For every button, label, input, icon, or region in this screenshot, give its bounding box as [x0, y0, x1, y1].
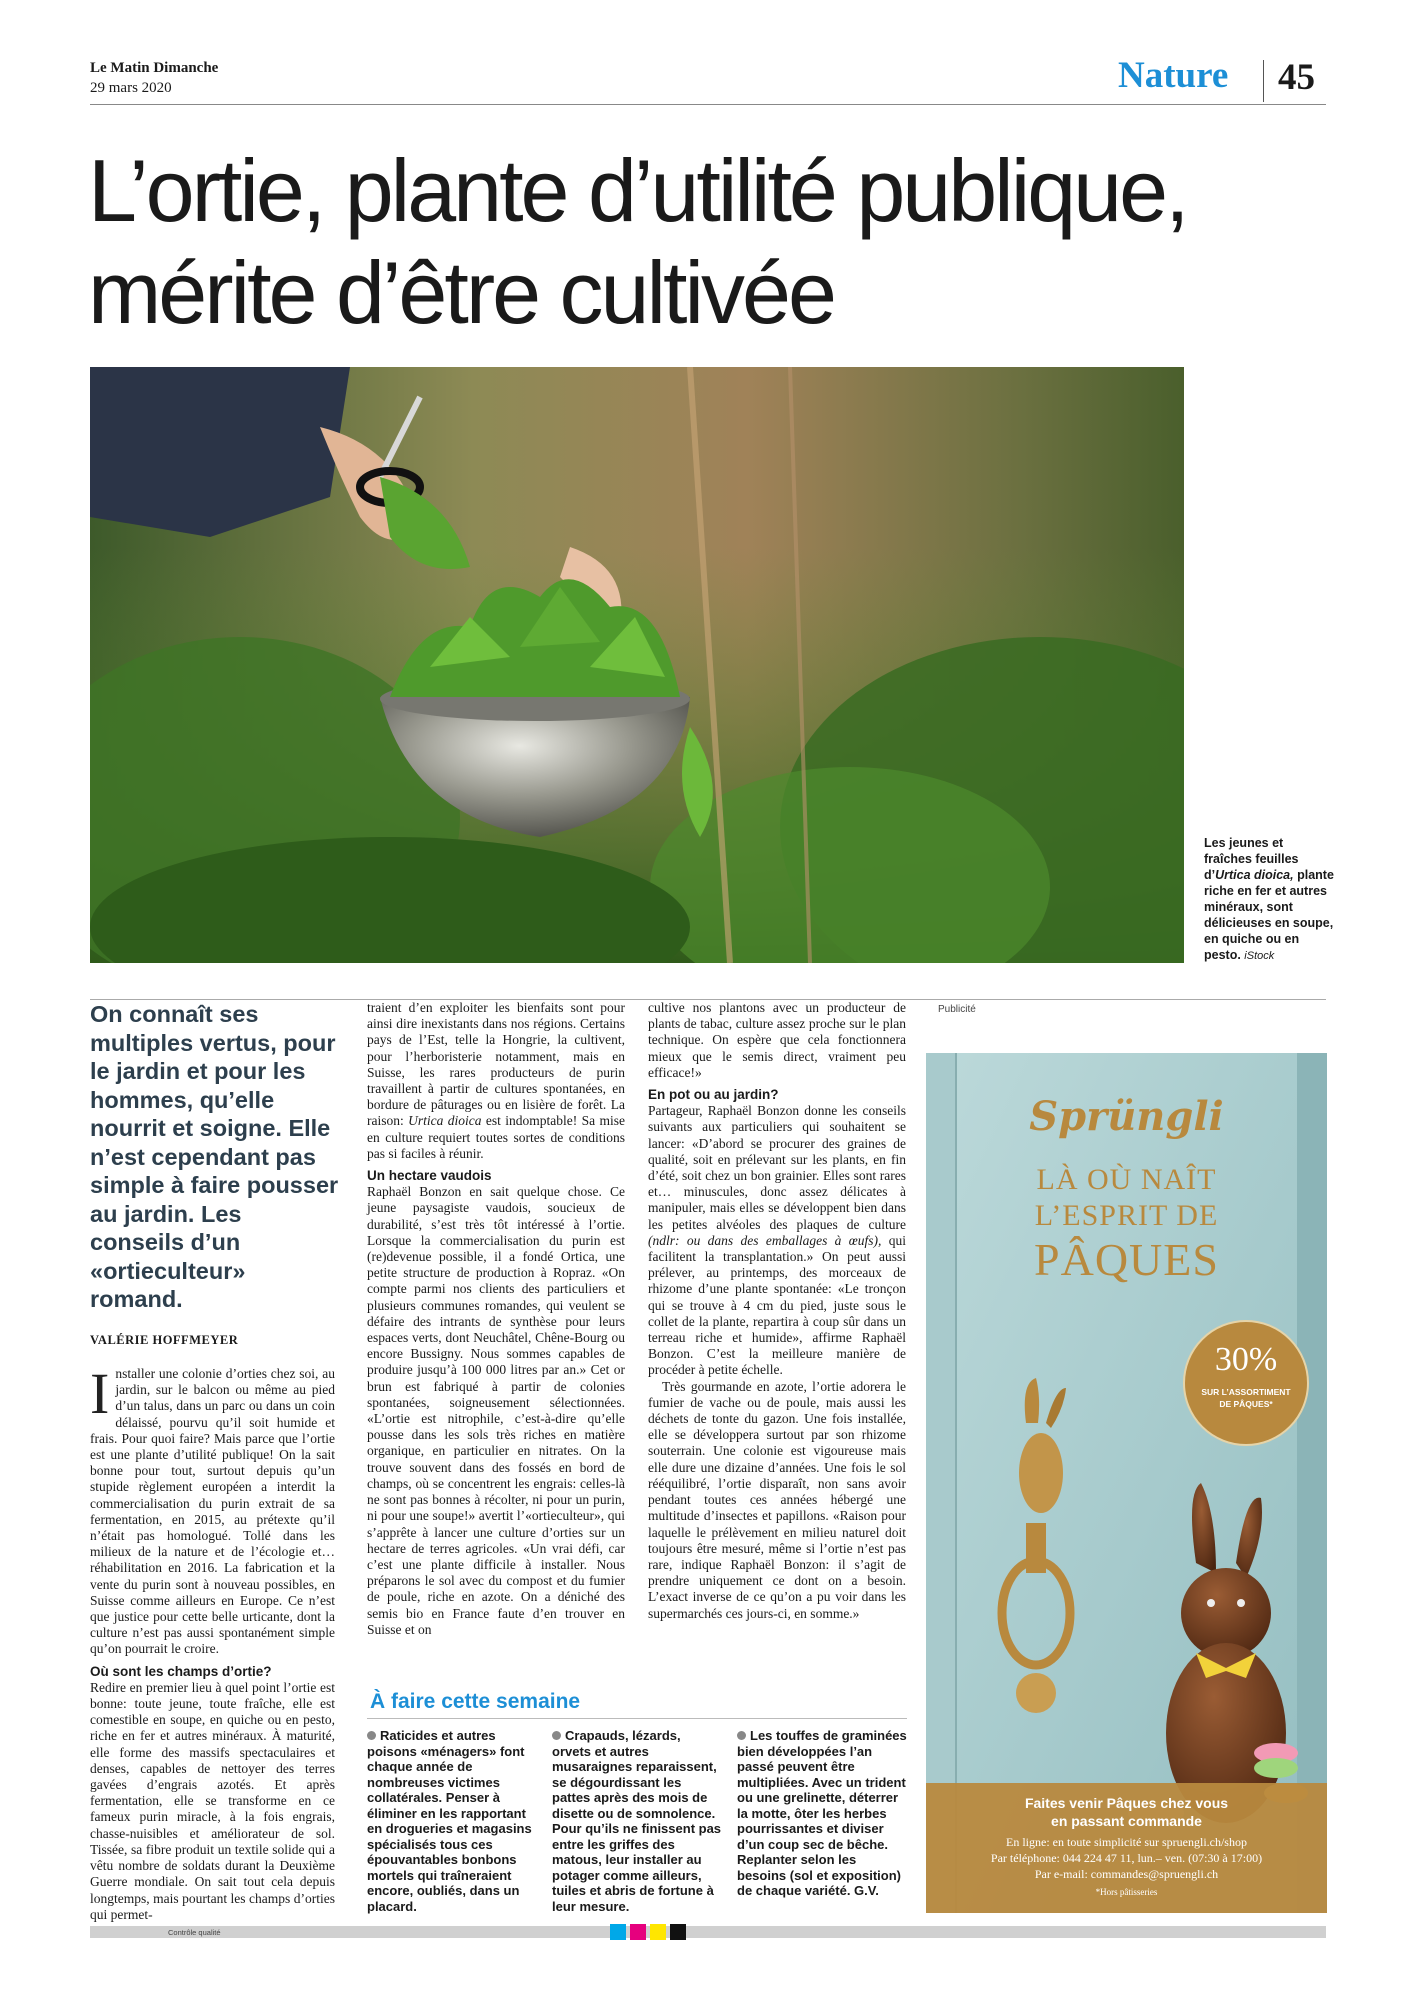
- paragraph: [367, 1000, 625, 1162]
- paragraph-text: nstaller une colonie d’orties chez soi, au jardin, sur le balcon ou même au pied d’un talus, dans un parc ou dans un coin délaissé, pourvu qu’il soit humide et frais. Pour quoi faire? Mais parce que l’ortie est une plante d’utilité publique! On la sait bonne pour tout, surtout depuis qu’un stupide règlement européen a interdit la commercialisation du purin extrait de sa fermentation, en 2015, au prétexte qu’il n’était pas homologué. Tollé dans les milieux de la nature et de l’écologie et… réhabilitation en 2016. La fabrication et la vente du purin sont à nouveau possibles, en Suisse comme ailleurs en Europe. Ce n’est que justice pour cette belle urticante, dont la culture n’est pas aussi spontanément simple qu’on pourrait le croire.: [90, 1366, 335, 1657]
- paragraph-text: qui facilitent la transplantation.» On peut aussi prélever, au printemps, des morceaux de rhizome d’une plante spontanée: «Le tronçon qui se trouve à 4 cm du pied, juste sous le collet de la plante, repartira à coup sûr dans un terreau riche et humide», affirme Raphaël Bonzon. C’est la meilleure manière de procéder à petite échelle.: [648, 1232, 906, 1378]
- box-rule: [367, 1718, 907, 1719]
- article-column-1: [90, 1361, 335, 1923]
- caption-latin-name: Urtica dioica,: [1215, 868, 1294, 882]
- paragraph-text: est indomptable! Sa mise en culture requiert toutes sortes de conditions pas si faciles à réunir.: [367, 1113, 625, 1161]
- paragraph: [648, 1103, 906, 1378]
- headline-line-2: mérite d’être cultivée: [88, 243, 834, 342]
- headline-line-1: L’ortie, plante d’utilité publique,: [88, 141, 1187, 240]
- paragraph: [90, 1361, 335, 1658]
- header-separator: [1263, 60, 1264, 102]
- article-column-3: [648, 1000, 906, 1622]
- page-number: 45: [1278, 57, 1315, 98]
- tip-item: [737, 1728, 907, 1899]
- ad-order-phone: Par téléphone: 044 224 47 11, lun.– ven. (07:30 à 17:00): [990, 1851, 1263, 1865]
- black-swatch: [670, 1924, 686, 1940]
- paragraph-text: traient d’en exploiter les bienfaits sont pour ainsi dire inexistants dans nos régions. Certains pays de l’Est, telle la Hongrie, la cultivent, pour l’herboristerie notamment, mais en Suisse, les rares producteurs de purin travaillent à partir de cultures spontanées, en bordure de pâturages ou en lisière de forêt. La raison:: [367, 1000, 625, 1129]
- tip-text: Raticides et autres poisons «ménagers» font chaque année de nombreuses victimes collatérales. Penser à éliminer en les rapportant en drogueries et magasins spécialisés tous ces épouvantables bonbons mortels qui traîneraient encore, oubliés, dans un placard.: [367, 1728, 532, 1914]
- discount-label-1: SUR L’ASSORTIMENT: [1201, 1387, 1291, 1397]
- headline: [88, 140, 1338, 344]
- yellow-swatch: [650, 1924, 666, 1940]
- bullet-icon: [367, 1731, 376, 1740]
- latin-name: Urtica dioica: [408, 1113, 482, 1129]
- discount-label-2: DE PÂQUES*: [1219, 1399, 1273, 1409]
- caption-text-start: Les jeunes et fraîches feuilles d’: [1204, 836, 1299, 882]
- subheading: En pot ou au jardin?: [648, 1087, 779, 1103]
- ad-order-email[interactable]: Par e-mail: commandes@spruengli.ch: [1034, 1867, 1219, 1881]
- ad-cta-1: Faites venir Pâques chez vous: [1024, 1795, 1229, 1811]
- ad-tagline-2: L’ESPRIT DE: [1034, 1199, 1219, 1232]
- editor-note: (ndlr: ou dans des emballages à œufs),: [648, 1232, 882, 1248]
- article-lead: On connaît ses multiples vertus, pour le jardin et pour les hommes, qu’elle nourrit et soigne. Elle n’est cependant pas simple à faire pousser au jardin. Les conseils d’un «ortieculteur» romand.: [90, 1001, 339, 1312]
- subheading: Où sont les champs d’ortie?: [90, 1663, 272, 1679]
- tip-item: [552, 1728, 722, 1914]
- photo-caption: [1204, 835, 1334, 964]
- paragraph: Redire en premier lieu à quel point l’ortie est bonne: toute jeune, toute fraîche, elle est comestible en soupe, en quiche ou en pesto, riche en fer et autres minéraux. À maturité, elle forme des massifs spectaculaires et denses, capables de nettoyer des terres gavées d’engrais azotés. Et après fermentation, elle se transforme en ce fameux purin miracle, à la fois engrais, chasse-nuisibles et améliorateur de sol. Tissée, sa fibre produit un textile solide qui a vêtu nombre de soldats durant la Deuxième Guerre mondiale. On sait tout cela depuis longtemps, mais pourtant les champs d’orties qui permet-: [90, 1679, 335, 1922]
- spruengli-advertisement[interactable]: [926, 1053, 1327, 1913]
- box-title: À faire cette semaine: [370, 1690, 581, 1713]
- ad-order-online[interactable]: En ligne: en toute simplicité sur spruengli.ch/shop: [1006, 1835, 1247, 1849]
- discount-value: 30%: [1214, 1341, 1278, 1378]
- paragraph: Raphaël Bonzon en sait quelque chose. Ce jeune paysagiste vaudois, soucieux de durabilité, s’est très tôt intéressé à l’ortie. Lorsque la commercialisation du purin est (re)devenue possible, il a fondé Ortica, une petite structure de production à Ropraz. «On compte parmi nos clients des particuliers et plusieurs communes romandes, qui veulent se défaire des intrants de synthèse pour leurs espaces verts, dont Neuchâtel, Chêne-Bourg ou encore Bussigny. Nous sommes capables de produire jusqu’à 100 000 litres par an.» Cet or brun est fabriqué à partir de colonies spontanées, soigneusement sélectionnées. «L’ortie est nitrophile, c’est-à-dire qu’elle pousse dans les sols très riches en matière organique, en particulier en nitrates. On la trouve souvent dans des fossés en bord de champs, où se concentrent les engrais: celles-là ne sont pas bonnes à récolter, ni pour un purin, ni pour une soupe!» avertit l’«ortieculteur», qui s’apprête à lancer une culture d’orties sur un hectare de terres agricoles. «Un vrai défi, car c’est une plante difficile à installer. Nous préparons le sol avec du compost et du fumier de poule, riche en azote. On a déniché des semis bio en France faute d’en trouver en Suisse et on: [367, 1184, 625, 1637]
- paragraph-text: Partageur, Raphaël Bonzon donne les conseils suivants aux particuliers qui souhaitent se lancer: «D’abord se procurer des graines de qualité, soit en prélevant sur les plants, en fin d’été, soit chez un bon grainier. Elles sont rares et… minuscules, donc assez délicates à manipuler, mais elles se développent bien dans les petites alvéoles des plaques de culture: [648, 1103, 906, 1232]
- footer-quality-bar: [90, 1926, 1326, 1938]
- footer-label: Contrôle qualité: [168, 1928, 221, 1937]
- magenta-swatch: [630, 1924, 646, 1940]
- tip-item: [367, 1728, 537, 1914]
- bullet-icon: [737, 1731, 746, 1740]
- tip-text: Les touffes de graminées bien développées l’an passé peuvent être multipliées. Avec un trident ou une grelinette, déterrer la motte, ôter les herbes pourrissantes et diviser d’un coup sec de bêche. Replanter selon les besoins (sol et exposition) de chaque variété. G.V.: [737, 1728, 907, 1898]
- advertising-label: Publicité: [938, 1004, 976, 1015]
- author-byline: VALÉRIE HOFFMEYER: [90, 1333, 239, 1347]
- drop-cap: I: [90, 1361, 110, 1426]
- ad-footnote: *Hors pâtisseries: [1095, 1887, 1158, 1897]
- ad-tagline-3: PÂQUES: [1034, 1234, 1219, 1285]
- subheading: Un hectare vaudois: [367, 1168, 492, 1184]
- newspaper-name: Le Matin Dimanche: [90, 60, 219, 76]
- tip-text: Crapauds, lézards, orvets et autres musaraignes reparaissent, se dégourdissant les pattes après des mois de disette ou de somnolence. Pour qu’ils ne finissent pas entre les griffes des matous, leur installer au potager comme ailleurs, tuiles et abris de fortune à leur mesure.: [552, 1728, 722, 1914]
- brand-logo: Sprüngli: [1029, 1093, 1224, 1140]
- cyan-swatch: [610, 1924, 626, 1940]
- bullet-icon: [552, 1731, 561, 1740]
- caption-text-end: plante riche en fer et autres minéraux, sont délicieuses en soupe, en quiche ou en pesto.: [1204, 868, 1334, 962]
- ad-cta-2: en passant commande: [1051, 1813, 1202, 1829]
- issue-date: 29 mars 2020: [90, 80, 172, 96]
- paragraph: Très gourmande en azote, l’ortie adorera le fumier de vache ou de poule, mais aussi les déchets de tonte du gazon. Une fois installée, elle se développera surtout par son rhizome souterrain. Une colonie est vigoureuse mais elle dure une dizaine d’années. Une fois le sol rééquilibré, l’ortie disparaît, non sans avoir pendant toutes ces années hébergé une multitude d’insectes et papillons. «Raison pour laquelle le prélèvement en milieu naturel doit toujours être mesuré, même si l’ortie n’est pas rare, indique Raphaël Bonzon: il s’agit de prendre uniquement ce dont on a besoin. L’exact inverse de ce qu’on a pu voir dans les supermarchés ces jours-ci, en somme.»: [648, 1378, 906, 1621]
- nettle-photo: [90, 367, 1184, 963]
- section-title: Nature: [1118, 55, 1229, 96]
- photo-credit: iStock: [1244, 950, 1275, 962]
- paragraph: cultive nos plantons avec un producteur de plants de tabac, culture assez proche sur le plan technique. On espère que cela fonctionnera mieux que le semis direct, vraiment peu efficace!»: [648, 1000, 906, 1080]
- article-column-2: [367, 1000, 625, 1638]
- header-rule: [90, 104, 1326, 105]
- ad-tagline-1: LÀ OÙ NAÎT: [1036, 1163, 1217, 1196]
